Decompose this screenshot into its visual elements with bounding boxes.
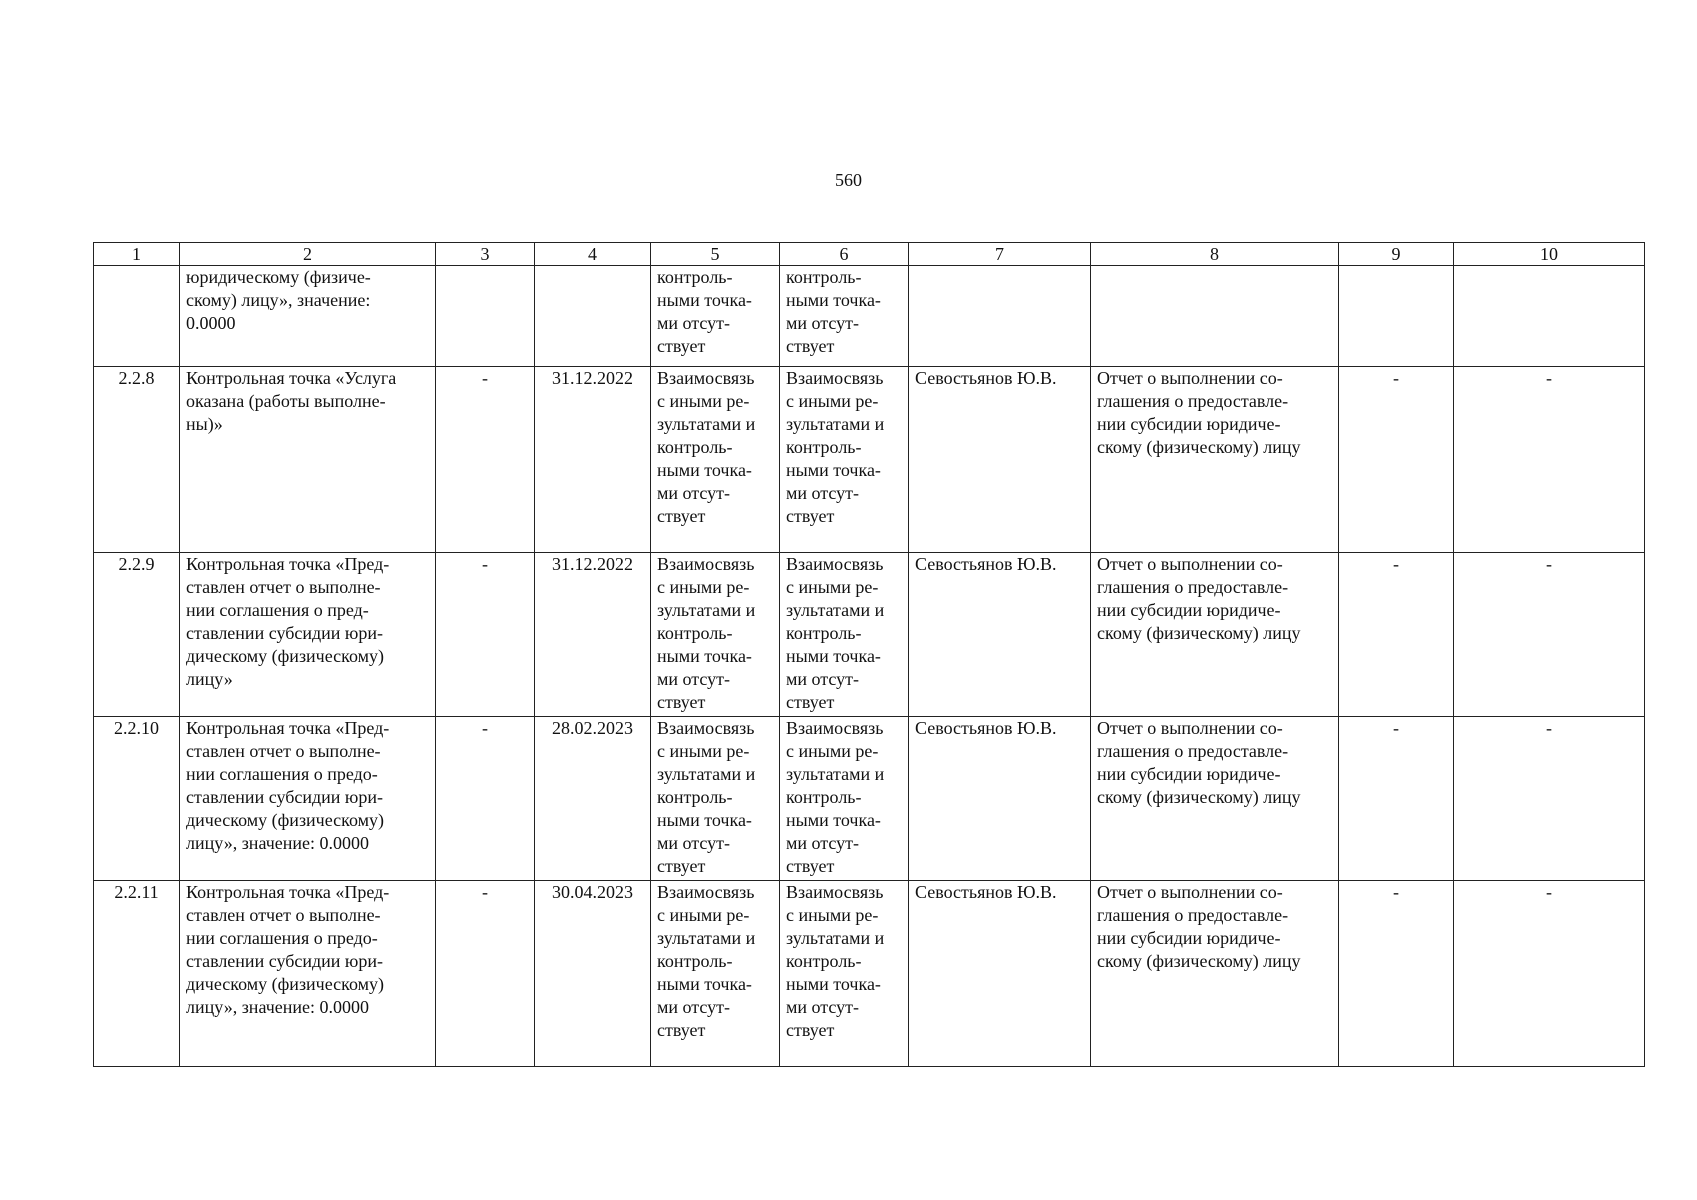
- document-type: Отчет о выполнении со- глашения о предоставле- нии субсидии юридиче- скому (физическому) лицу: [1091, 553, 1339, 717]
- column-header: 8: [1091, 243, 1339, 266]
- row-number: 2.2.9: [94, 553, 180, 717]
- column-10-cell: -: [1454, 553, 1645, 717]
- column-header: 1: [94, 243, 180, 266]
- due-date: 28.02.2023: [535, 717, 651, 881]
- column-10-cell: -: [1454, 717, 1645, 881]
- due-date: 31.12.2022: [535, 553, 651, 717]
- relation-cell: Взаимосвязь с иными ре- зультатами и контроль- ными точка- ми отсут- ствует: [651, 717, 780, 881]
- page-number: 560: [835, 170, 862, 190]
- predecessor-cell: -: [436, 367, 535, 553]
- document-type: Отчет о выполнении со- глашения о предоставле- нии субсидии юридиче- скому (физическому) лицу: [1091, 717, 1339, 881]
- relation-cell: Взаимосвязь с иными ре- зультатами и контроль- ными точка- ми отсут- ствует: [780, 367, 909, 553]
- document-type: Отчет о выполнении со- глашения о предоставле- нии субсидии юридиче- скому (физическому) лицу: [1091, 367, 1339, 553]
- column-header: 9: [1339, 243, 1454, 266]
- row-number: [94, 266, 180, 367]
- column-number-row: [94, 243, 1645, 266]
- document-type: Отчет о выполнении со- глашения о предоставле- нии субсидии юридиче- скому (физическому) лицу: [1091, 881, 1339, 1067]
- predecessor-cell: -: [436, 881, 535, 1067]
- column-9-cell: [1339, 266, 1454, 367]
- responsible-person: Севостьянов Ю.В.: [909, 881, 1091, 1067]
- responsible-person: Севостьянов Ю.В.: [909, 367, 1091, 553]
- table-row: [94, 266, 1645, 367]
- control-point-name: Контрольная точка «Пред- ставлен отчет о выполне- нии соглашения о пред- ставлении субсидии юри- дическому (физическому) лицу»: [180, 553, 436, 717]
- responsible-person: Севостьянов Ю.В.: [909, 717, 1091, 881]
- column-header: 10: [1454, 243, 1645, 266]
- relation-cell: контроль- ными точка- ми отсут- ствует: [780, 266, 909, 367]
- control-point-name: Контрольная точка «Пред- ставлен отчет о выполне- нии соглашения о предо- ставлении субсидии юри- дическому (физическому) лицу», значение: 0.0000: [180, 881, 436, 1067]
- row-number: 2.2.11: [94, 881, 180, 1067]
- control-point-name: Контрольная точка «Услуга оказана (работы выполне- ны)»: [180, 367, 436, 553]
- due-date: 31.12.2022: [535, 367, 651, 553]
- table-row: [94, 881, 1645, 1067]
- column-header: 5: [651, 243, 780, 266]
- row-number: 2.2.10: [94, 717, 180, 881]
- column-10-cell: -: [1454, 881, 1645, 1067]
- table-row: [94, 717, 1645, 881]
- predecessor-cell: [436, 266, 535, 367]
- due-date: [535, 266, 651, 367]
- column-9-cell: -: [1339, 553, 1454, 717]
- relation-cell: Взаимосвязь с иными ре- зультатами и контроль- ными точка- ми отсут- ствует: [780, 717, 909, 881]
- control-points-table: [93, 242, 1645, 1067]
- column-header: 7: [909, 243, 1091, 266]
- predecessor-cell: -: [436, 553, 535, 717]
- column-header: 3: [436, 243, 535, 266]
- column-9-cell: -: [1339, 717, 1454, 881]
- row-number: 2.2.8: [94, 367, 180, 553]
- relation-cell: Взаимосвязь с иными ре- зультатами и контроль- ными точка- ми отсут- ствует: [780, 881, 909, 1067]
- responsible-person: Севостьянов Ю.В.: [909, 553, 1091, 717]
- relation-cell: Взаимосвязь с иными ре- зультатами и контроль- ными точка- ми отсут- ствует: [780, 553, 909, 717]
- control-point-name: юридическому (физиче- скому) лицу», значение: 0.0000: [180, 266, 436, 367]
- due-date: 30.04.2023: [535, 881, 651, 1067]
- column-10-cell: [1454, 266, 1645, 367]
- relation-cell: контроль- ными точка- ми отсут- ствует: [651, 266, 780, 367]
- column-header: 6: [780, 243, 909, 266]
- relation-cell: Взаимосвязь с иными ре- зультатами и контроль- ными точка- ми отсут- ствует: [651, 367, 780, 553]
- column-9-cell: -: [1339, 367, 1454, 553]
- column-10-cell: -: [1454, 367, 1645, 553]
- table-row: [94, 553, 1645, 717]
- document-type: [1091, 266, 1339, 367]
- predecessor-cell: -: [436, 717, 535, 881]
- responsible-person: [909, 266, 1091, 367]
- column-header: 4: [535, 243, 651, 266]
- column-9-cell: -: [1339, 881, 1454, 1067]
- relation-cell: Взаимосвязь с иными ре- зультатами и контроль- ными точка- ми отсут- ствует: [651, 881, 780, 1067]
- column-header: 2: [180, 243, 436, 266]
- table-row: [94, 367, 1645, 553]
- relation-cell: Взаимосвязь с иными ре- зультатами и контроль- ными точка- ми отсут- ствует: [651, 553, 780, 717]
- control-point-name: Контрольная точка «Пред- ставлен отчет о выполне- нии соглашения о предо- ставлении субсидии юри- дическому (физическому) лицу», значение: 0.0000: [180, 717, 436, 881]
